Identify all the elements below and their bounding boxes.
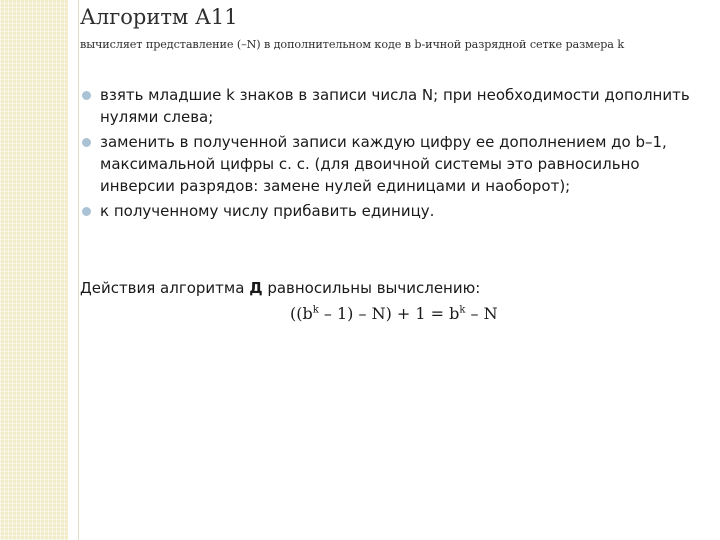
slide-subtitle: вычисляет представление (–N) в дополнительном коде в b-ичной разрядной сетке размера k [80,38,624,51]
formula [290,304,498,323]
bullet-text: заменить в полученной записи каждую цифру ее дополнением до b–1, максимальной цифры с. с. (для двоичной системы это равносильно инверсии разрядов: замене нулей единицами и наоборот); [100,133,667,195]
summary-suffix: равносильны вычислению: [262,279,481,297]
summary-line [80,277,480,299]
formula-part-2: – 1) – N) + 1 = b [318,304,460,323]
bullet-list [80,84,712,225]
bullet-icon [82,207,91,216]
bullet-item [80,84,712,128]
decorative-side-stripe [0,0,68,540]
bullet-item [80,131,712,197]
bullet-text: взять младшие k знаков в записи числа N; при необходимости дополнить нулями слева; [100,86,690,126]
bullet-icon [82,138,91,147]
bullet-item [80,200,712,222]
vertical-divider [78,0,79,540]
formula-exponent-2: k [459,304,466,316]
summary-algorithm-name: Д [249,279,263,297]
formula-part-1: ((b [290,304,313,323]
bullet-icon [82,91,91,100]
formula-part-3: – N [465,304,498,323]
formula-exponent-1: k [312,304,319,316]
summary-prefix: Действия алгоритма [80,279,250,297]
bullet-text: к полученному числу прибавить единицу. [100,202,435,220]
slide-title: Алгоритм А11 [80,5,238,29]
